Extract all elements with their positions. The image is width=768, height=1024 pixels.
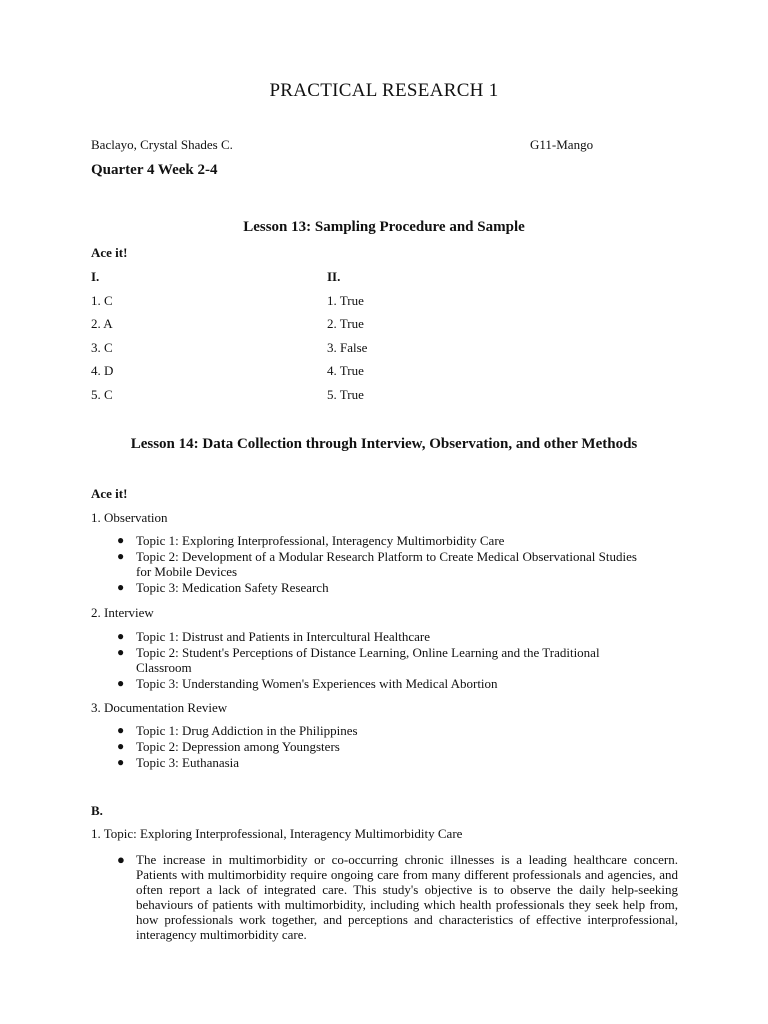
- bullet-icon: ●: [117, 645, 125, 659]
- bullet-icon: ●: [117, 533, 125, 547]
- bullet-icon: ●: [117, 580, 125, 594]
- list-item: ● Topic 2: Depression among Youngsters: [117, 739, 340, 754]
- bullet-icon: ●: [117, 676, 125, 690]
- answer-i-3: 3. C: [91, 340, 113, 355]
- lesson13-col2-head: II.: [327, 269, 341, 284]
- bullet-icon: ●: [117, 723, 125, 737]
- section-name: G11-Mango: [530, 137, 594, 152]
- section-b-paragraph: ● The increase in multimorbidity or co-occurring chronic illnesses is a leading healthcare concern. Patients with multimorbidity require ongoing care from many different professionals and agencies, and often report a lack of integrated care. This study's objective is to observe the daily help-seeking behaviours of patients with multimorbidity, including which health professionals they seek help from, how professionals work together, and perceptions and characteristics of effective interprofessional, interagency multimorbidity care.: [117, 852, 678, 942]
- observation-topic-list: [114, 533, 654, 596]
- answer-ii-3: 3. False: [327, 340, 368, 355]
- answer-ii-4: 4. True: [327, 363, 364, 378]
- page-title: PRACTICAL RESEARCH 1: [269, 80, 499, 101]
- bullet-icon: ●: [117, 629, 125, 643]
- lesson13-heading: Lesson 13: Sampling Procedure and Sample: [243, 219, 525, 235]
- group-interview-label: 2. Interview: [91, 605, 154, 620]
- section-b-topic: 1. Topic: Exploring Interprofessional, Interagency Multimorbidity Care: [91, 826, 463, 841]
- answer-i-4: 4. D: [91, 363, 114, 378]
- lesson14-heading: Lesson 14: Data Collection through Interview, Observation, and other Methods: [130, 436, 638, 452]
- bullet-icon: ●: [117, 852, 125, 867]
- list-item: ● Topic 3: Understanding Women's Experiences with Medical Abortion: [117, 676, 498, 691]
- lesson14-ace-label: Ace it!: [91, 486, 128, 501]
- group-observation-label: 1. Observation: [91, 510, 168, 525]
- group-documentation-label: 3. Documentation Review: [91, 700, 228, 715]
- list-item: ● Topic 1: Distrust and Patients in Intercultural Healthcare: [117, 629, 431, 644]
- list-item: ● Topic 3: Medication Safety Research: [117, 580, 329, 595]
- list-item: ● Topic 2: Student's Perceptions of Distance Learning, Online Learning and the Traditional Classroom: [117, 645, 600, 675]
- answer-i-5: 5. C: [91, 387, 113, 402]
- quarter-week: Quarter 4 Week 2-4: [91, 162, 218, 178]
- lesson13-col1-head: I.: [91, 269, 100, 284]
- student-name: Baclayo, Crystal Shades C.: [91, 137, 233, 152]
- bullet-icon: ●: [117, 755, 125, 769]
- bullet-icon: ●: [117, 549, 125, 563]
- list-item: ● Topic 3: Euthanasia: [117, 755, 240, 770]
- list-item: ● Topic 1: Exploring Interprofessional, Interagency Multimorbidity Care: [117, 533, 505, 548]
- list-item: ● Topic 2: Development of a Modular Research Platform to Create Medical Observational Studies for Mobile Devices: [117, 549, 637, 579]
- section-b-label: B.: [91, 803, 103, 818]
- interview-topic-list: [114, 629, 654, 692]
- answer-ii-1: 1. True: [327, 293, 364, 308]
- list-item: ● Topic 1: Drug Addiction in the Philippines: [117, 723, 358, 738]
- bullet-icon: ●: [117, 739, 125, 753]
- documentation-topic-list: [114, 723, 654, 771]
- lesson13-ace-label: Ace it!: [91, 245, 128, 260]
- answer-i-2: 2. A: [91, 316, 113, 331]
- answer-ii-2: 2. True: [327, 316, 364, 331]
- answer-i-1: 1. C: [91, 293, 113, 308]
- answer-ii-5: 5. True: [327, 387, 364, 402]
